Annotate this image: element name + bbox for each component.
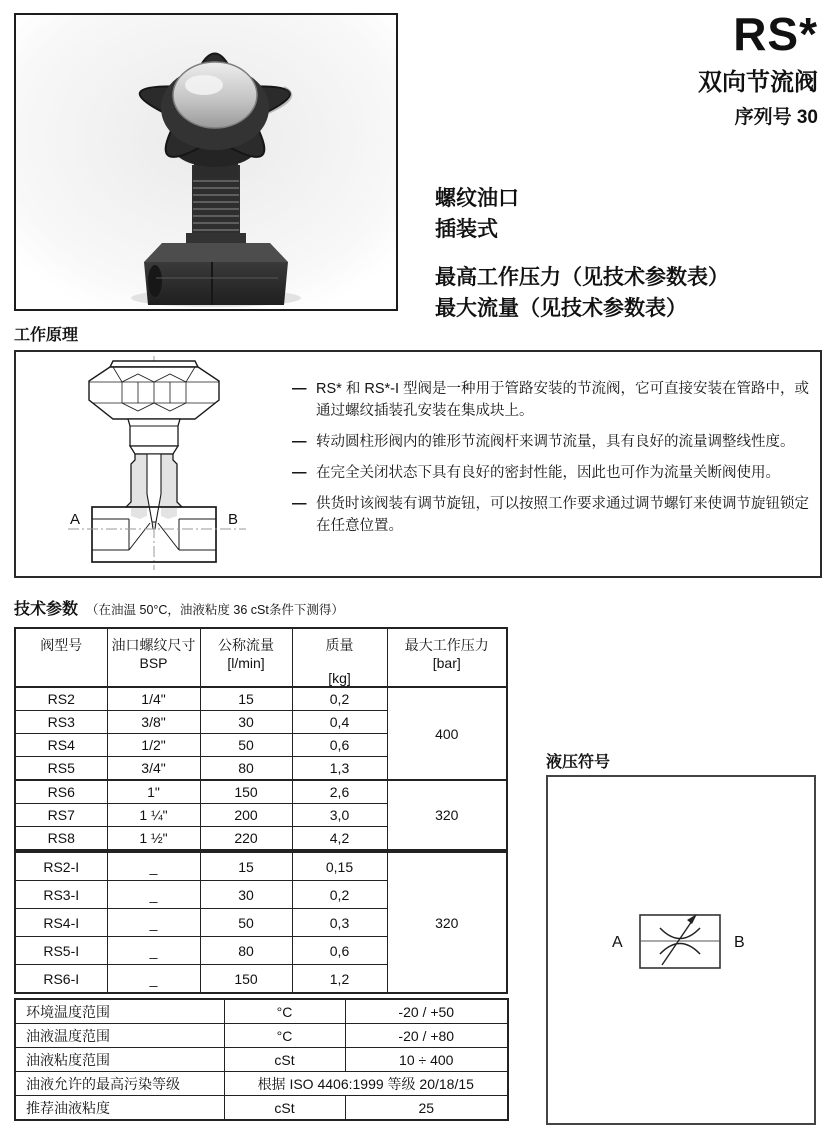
table-row bbox=[15, 1096, 508, 1121]
bullet-item bbox=[292, 431, 812, 453]
cell-model: RS3-I bbox=[15, 881, 107, 909]
tech-params-heading: 技术参数 bbox=[14, 601, 79, 618]
cell-thread: _ bbox=[107, 881, 200, 909]
product-photo bbox=[16, 15, 396, 309]
tech-table-cartridge bbox=[14, 851, 508, 994]
working-principle-box bbox=[14, 350, 822, 578]
cell-value: 10 ÷ 400 bbox=[345, 1048, 508, 1072]
cell-model: RS2-I bbox=[15, 852, 107, 881]
bullet-item bbox=[292, 493, 812, 537]
bullet-item bbox=[292, 462, 812, 484]
bullet-dash: — bbox=[292, 434, 307, 451]
cell-flow: 30 bbox=[200, 881, 292, 909]
feature-line: 螺纹油口 bbox=[435, 187, 519, 210]
port-b-label: B bbox=[228, 511, 239, 528]
table-row bbox=[15, 852, 507, 881]
cell-unit: °C bbox=[224, 1024, 345, 1048]
cell-thread: 1/4" bbox=[107, 687, 200, 711]
title-block bbox=[698, 10, 818, 129]
symbol-port-b-label: B bbox=[734, 934, 745, 951]
series-number: 序列号 30 bbox=[734, 107, 818, 129]
cell-pressure-group: 400 bbox=[387, 687, 507, 780]
cell-thread: _ bbox=[107, 852, 200, 881]
cell-weight: 1,3 bbox=[292, 757, 387, 781]
drawing-needle bbox=[147, 454, 161, 522]
cell-weight: 1,2 bbox=[292, 965, 387, 994]
description-block bbox=[435, 183, 729, 324]
table-row bbox=[15, 780, 507, 804]
cell-weight: 3,0 bbox=[292, 804, 387, 827]
cell-pressure-group: 320 bbox=[387, 852, 507, 993]
cell-label: 油液允许的最高污染等级 bbox=[15, 1072, 224, 1096]
tech-params-title bbox=[14, 596, 344, 619]
valve-cross-section-drawing bbox=[56, 356, 271, 572]
spec-note-line: 最高工作压力（见技术参数表） bbox=[435, 266, 729, 289]
cell-weight: 0,3 bbox=[292, 909, 387, 937]
cell-unit: cSt bbox=[224, 1048, 345, 1072]
cell-label: 环境温度范围 bbox=[15, 999, 224, 1024]
cell-model: RS5 bbox=[15, 757, 107, 781]
cell-weight: 0,15 bbox=[292, 852, 387, 881]
col-header-flow: 公称流量 [l/min] bbox=[200, 628, 292, 687]
cell-thread: _ bbox=[107, 909, 200, 937]
col-header-pressure: 最大工作压力 [bar] bbox=[387, 628, 507, 687]
table-row bbox=[15, 687, 507, 711]
cell-model: RS8 bbox=[15, 827, 107, 851]
table-header-row bbox=[15, 628, 507, 687]
cell-unit: °C bbox=[224, 999, 345, 1024]
cell-model: RS7 bbox=[15, 804, 107, 827]
cell-pressure-group: 320 bbox=[387, 780, 507, 850]
bullet-text: 转动圆柱形阀内的锥形节流阀杆来调节流量，具有良好的流量调整线性度。 bbox=[316, 434, 795, 451]
product-photo-frame bbox=[14, 13, 398, 311]
cell-label: 油液粘度范围 bbox=[15, 1048, 224, 1072]
cell-weight: 0,2 bbox=[292, 687, 387, 711]
cell-model: RS3 bbox=[15, 711, 107, 734]
drawing-cartridge bbox=[126, 454, 182, 529]
cell-model: RS2 bbox=[15, 687, 107, 711]
hydraulic-symbol-title: 液压符号 bbox=[546, 754, 611, 771]
hydraulic-symbol-drawing bbox=[548, 907, 811, 1007]
drawing-knob bbox=[89, 361, 219, 419]
symbol-port-a-label: A bbox=[612, 934, 623, 951]
bullet-dash: — bbox=[292, 496, 307, 513]
cell-model: RS6 bbox=[15, 780, 107, 804]
cell-unit: cSt bbox=[224, 1096, 345, 1121]
bullet-text: 供货时该阀装有调节旋钮，可以按照工作要求通过调节螺钉来使调节旋钮锁定在任意位置。 bbox=[316, 496, 809, 535]
cell-thread: _ bbox=[107, 965, 200, 994]
working-principle-bullets bbox=[292, 378, 812, 546]
cell-label: 油液温度范围 bbox=[15, 1024, 224, 1048]
bullet-text: RS* 和 RS*-I 型阀是一种用于管路安装的节流阀，它可直接安装在管路中，或通过螺纹插装孔安装在集成块上。 bbox=[316, 381, 810, 420]
cell-thread: _ bbox=[107, 937, 200, 965]
model-code: RS* bbox=[733, 8, 818, 60]
cell-flow: 150 bbox=[200, 780, 292, 804]
tech-table-main bbox=[14, 627, 508, 851]
cell-weight: 2,6 bbox=[292, 780, 387, 804]
cell-flow: 50 bbox=[200, 909, 292, 937]
cell-value: -20 / +80 bbox=[345, 1024, 508, 1048]
working-principle-title: 工作原理 bbox=[14, 327, 79, 344]
cell-merged-value: 根据 ISO 4406:1999 等级 20/18/15 bbox=[224, 1072, 508, 1096]
cell-model: RS5-I bbox=[15, 937, 107, 965]
cell-flow: 220 bbox=[200, 827, 292, 851]
drawing-neck bbox=[128, 419, 180, 454]
valve-name: 双向节流阀 bbox=[698, 69, 818, 97]
table-row bbox=[15, 1024, 508, 1048]
hydraulic-symbol-box bbox=[546, 775, 816, 1125]
cell-flow: 80 bbox=[200, 937, 292, 965]
col-header-weight: 质量 [kg] bbox=[292, 628, 387, 687]
cell-thread: 3/8" bbox=[107, 711, 200, 734]
bullet-dash: — bbox=[292, 381, 307, 397]
cell-label: 推荐油液粘度 bbox=[15, 1096, 224, 1121]
cell-thread: 1/2" bbox=[107, 734, 200, 757]
cell-flow: 30 bbox=[200, 711, 292, 734]
bullet-text: 在完全关闭状态下具有良好的密封性能，因此也可作为流量关断阀使用。 bbox=[316, 465, 780, 482]
cell-flow: 15 bbox=[200, 687, 292, 711]
bullet-dash: — bbox=[292, 465, 307, 482]
spec-note-line: 最大流量（见技术参数表） bbox=[435, 297, 687, 320]
cell-weight: 0,6 bbox=[292, 734, 387, 757]
cell-model: RS4-I bbox=[15, 909, 107, 937]
table-row bbox=[15, 999, 508, 1024]
cell-flow: 50 bbox=[200, 734, 292, 757]
photo-valve-body bbox=[144, 243, 288, 305]
cell-thread: 1" bbox=[107, 780, 200, 804]
cell-flow: 150 bbox=[200, 965, 292, 994]
adjustability-arrow bbox=[662, 914, 697, 965]
tech-params-note: （在油温 50°C，油液粘度 36 cSt条件下测得） bbox=[86, 603, 344, 617]
cell-flow: 200 bbox=[200, 804, 292, 827]
col-header-model: 阀型号 bbox=[15, 628, 107, 687]
table-row bbox=[15, 1048, 508, 1072]
bullet-item bbox=[292, 378, 812, 422]
cell-value: 25 bbox=[345, 1096, 508, 1121]
cell-thread: 3/4" bbox=[107, 757, 200, 781]
col-header-thread: 油口螺纹尺寸 BSP bbox=[107, 628, 200, 687]
cell-thread: 1 ¼" bbox=[107, 804, 200, 827]
general-conditions-table bbox=[14, 998, 509, 1121]
cell-weight: 0,4 bbox=[292, 711, 387, 734]
feature-line: 插装式 bbox=[435, 218, 498, 241]
port-a-label: A bbox=[70, 511, 81, 528]
cell-flow: 80 bbox=[200, 757, 292, 781]
cell-weight: 0,2 bbox=[292, 881, 387, 909]
cell-value: -20 / +50 bbox=[345, 999, 508, 1024]
table-row bbox=[15, 1072, 508, 1096]
cell-weight: 0,6 bbox=[292, 937, 387, 965]
cell-thread: 1 ½" bbox=[107, 827, 200, 851]
cell-model: RS4 bbox=[15, 734, 107, 757]
cell-weight: 4,2 bbox=[292, 827, 387, 851]
cell-flow: 15 bbox=[200, 852, 292, 881]
cell-model: RS6-I bbox=[15, 965, 107, 994]
